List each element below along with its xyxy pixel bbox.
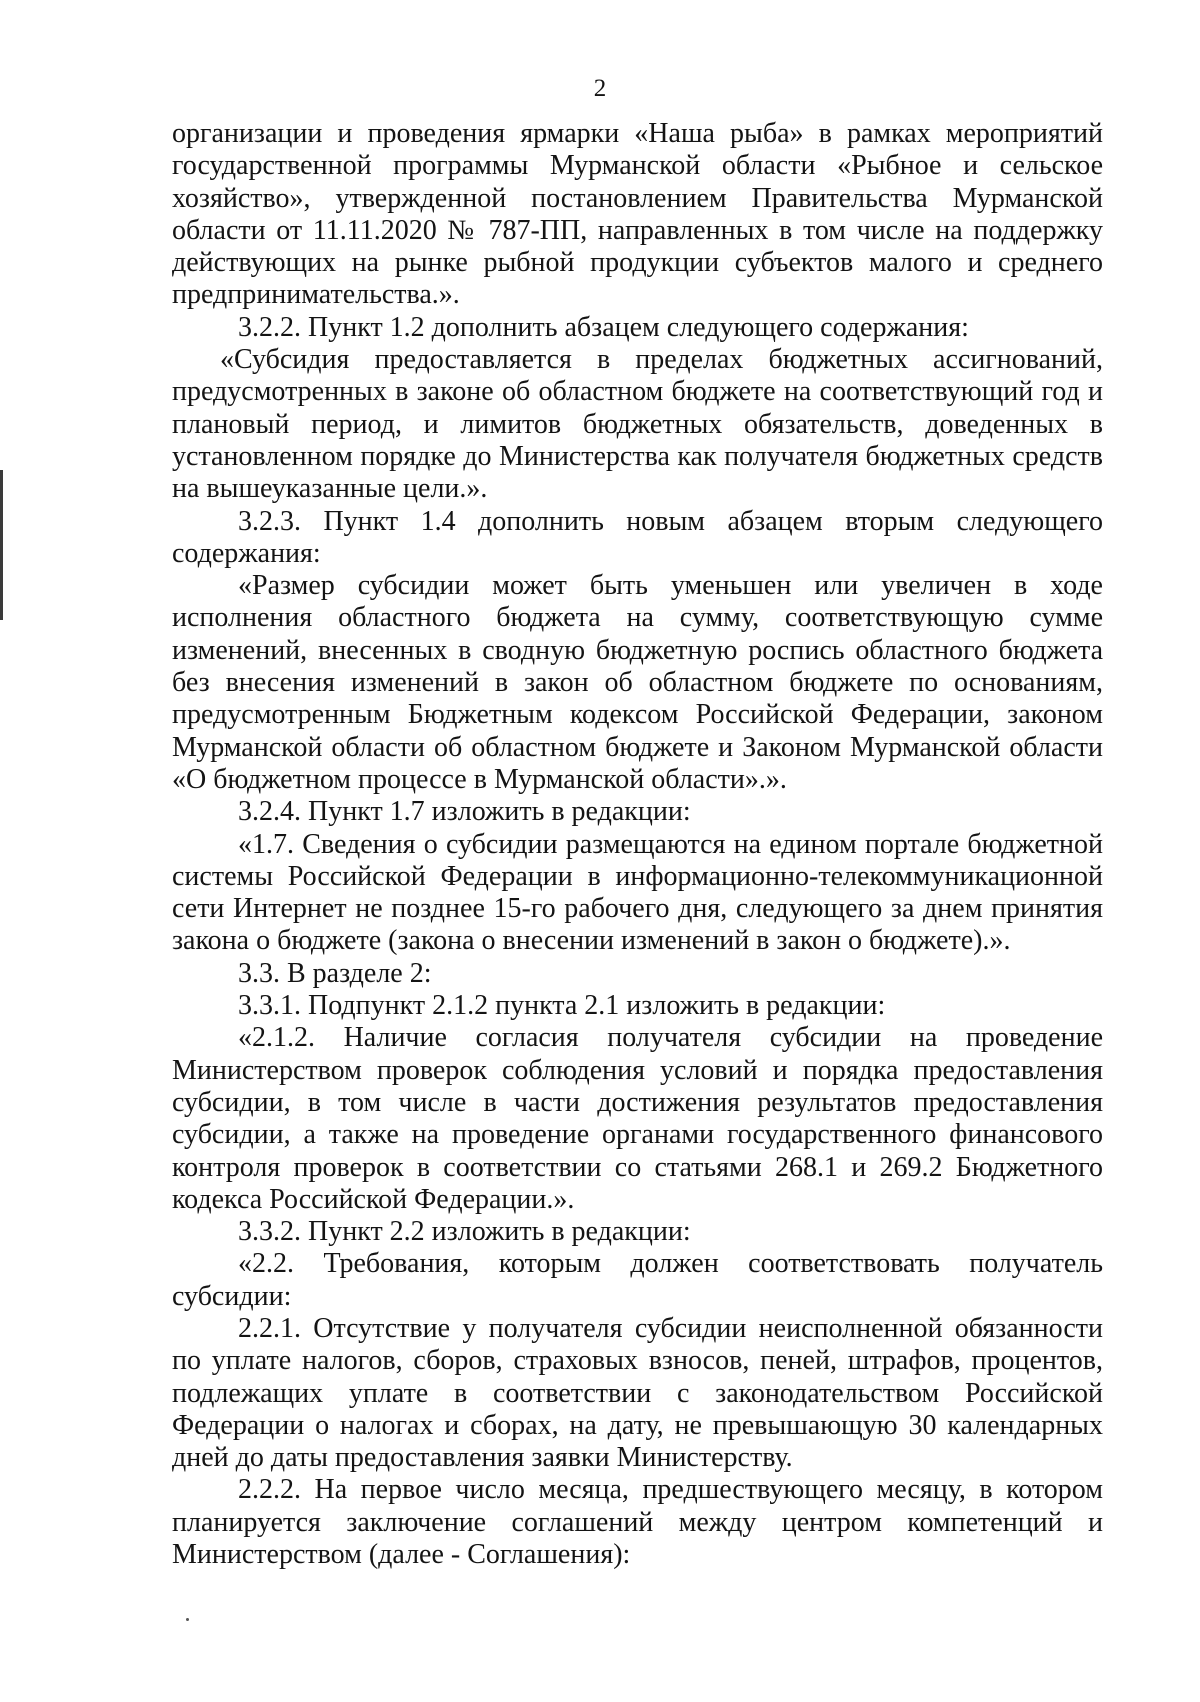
paragraph-2-2-2: 2.2.2. На первое число месяца, предшествующего месяцу, в котором планируется заключение соглашений между центром компетенций и Министерством (далее - Соглашения):	[172, 1474, 1103, 1571]
scan-dot	[186, 1618, 189, 1621]
paragraph-1-7: «1.7. Сведения о субсидии размещаются на едином портале бюджетной системы Российской Федерации в информационно-телекоммуникационной сети Интернет не позднее 15-го рабочего дня, следующего за днем принятия закона о бюджете (закона о внесении изменений в закон о бюджете).».	[172, 828, 1103, 957]
paragraph-3-2-2: 3.2.2. Пункт 1.2 дополнить абзацем следующего содержания:	[238, 311, 969, 343]
paragraph-subsidy-size: «Размер субсидии может быть уменьшен или увеличен в ходе исполнения областного бюджета на сумму, соответствующую сумме изменений, внесенных в сводную бюджетную роспись областного бюджета без внесения изменений в закон об областном бюджете по основаниям, предусмотренным Бюджетным кодексом Российской Федерации, законом Мурманской области об областном бюджете и Законом Мурманской области «О бюджетном процессе в Мурманской области».».	[172, 570, 1103, 795]
page-number: 2	[593, 75, 607, 102]
paragraph-2-2: «2.2. Требования, которым должен соответствовать получатель субсидии:	[172, 1248, 1103, 1312]
paragraph-continuation: организации и проведения ярмарки «Наша рыба» в рамках мероприятий государственной программы Мурманской области «Рыбное и сельское хозяйство», утвержденной постановлением Правительства Мурманской области от 11.11.2020 № 787-ПП, направленных в том числе на поддержку действующих на рынке рыбной продукции субъектов малого и среднего предпринимательства.».	[172, 118, 1103, 311]
paragraph-3-3-1: 3.3.1. Подпункт 2.1.2 пункта 2.1 изложить в редакции:	[238, 990, 886, 1022]
paragraph-2-1-2: «2.1.2. Наличие согласия получателя субсидии на проведение Министерством проверок соблюдения условий и порядка предоставления субсидии, в том числе в части достижения результатов предоставления субсидии, а также на проведение органами государственного финансового контроля проверок в соответствии со статьями 268.1 и 269.2 Бюджетного кодекса Российской Федерации.».	[172, 1022, 1103, 1215]
paragraph-3-3-2: 3.3.2. Пункт 2.2 изложить в редакции:	[238, 1216, 691, 1248]
document-body	[0, 118, 1200, 1571]
paragraph-subsidy-limits: «Субсидия предоставляется в пределах бюджетных ассигнований, предусмотренных в законе об областном бюджете на соответствующий год и плановый период, и лимитов бюджетных обязательств, доведенных в установленном порядке до Министерства как получателя бюджетных средств на вышеуказанные цели.».	[172, 344, 1103, 505]
paragraph-3-3: 3.3. В разделе 2:	[238, 957, 432, 989]
paragraph-2-2-1: 2.2.1. Отсутствие у получателя субсидии неисполненной обязанности по уплате налогов, сборов, страховых взносов, пеней, штрафов, процентов, подлежащих уплате в соответствии с законодательством Российской Федерации о налогах и сборах, на дату, не превышающую 30 календарных дней до даты предоставления заявки Министерству.	[172, 1312, 1103, 1474]
paragraph-3-2-4: 3.2.4. Пункт 1.7 изложить в редакции:	[238, 796, 691, 828]
paragraph-3-2-3: 3.2.3. Пункт 1.4 дополнить новым абзацем вторым следующего содержания:	[172, 505, 1103, 569]
